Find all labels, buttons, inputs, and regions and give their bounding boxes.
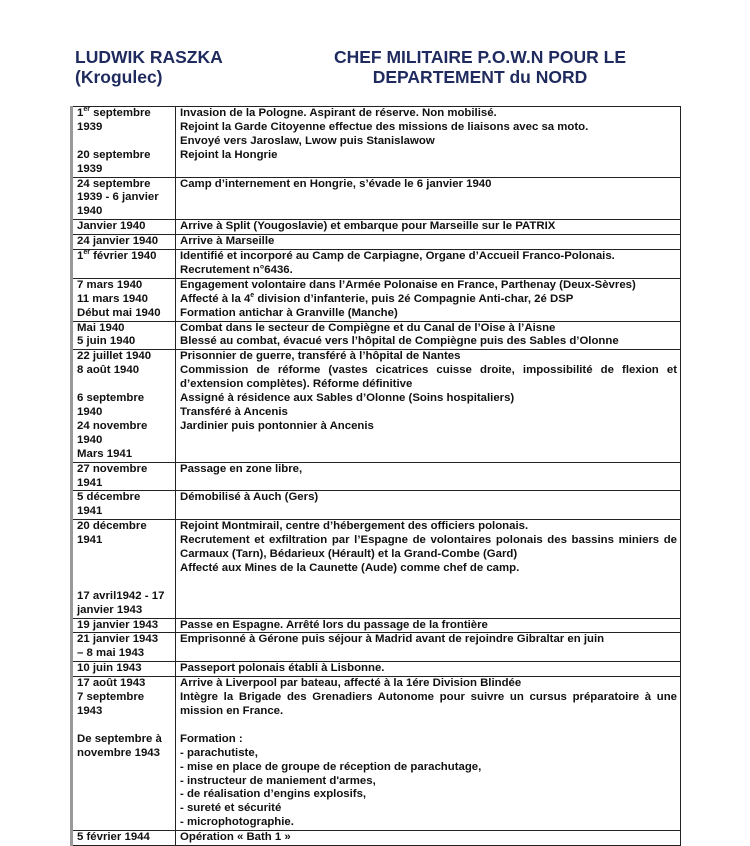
event-text: Affecté à la 4e division d’infanterie, puis 2é Compagnie Anti-char, 2é DSP — [180, 291, 574, 305]
date-cell — [72, 177, 176, 220]
event-text: Envoyé vers Jaroslaw, Lwow puis Stanislawow — [180, 134, 435, 147]
training-item: - mise en place de groupe de réception de parachutage, — [180, 760, 482, 773]
table-row — [72, 662, 681, 677]
date-text: 24 janvier 1940 — [77, 235, 159, 248]
event-text: Passe en Espagne. Arrêté lors du passage de la frontière — [180, 618, 488, 631]
date-text: 17 avril1942 - 17 — [77, 589, 165, 602]
table-row — [72, 177, 681, 220]
person-name: LUDWIK RASZKA — [75, 47, 223, 67]
date-text: 7 septembre — [77, 691, 145, 704]
date-text: 24 novembre — [77, 419, 148, 432]
date-text: 20 septembre — [77, 148, 151, 161]
description-cell — [176, 520, 681, 618]
date-text: – 8 mai 1943 — [77, 647, 145, 660]
date-text: 11 mars 1940 — [77, 292, 148, 305]
event-text: Formation antichar à Granville (Manche) — [180, 306, 398, 319]
event-text: Jardinier puis pontonnier à Ancenis — [180, 419, 374, 432]
person-name-block — [75, 47, 223, 87]
date-text: 1940 — [77, 205, 103, 218]
date-cell — [72, 618, 176, 633]
event-text: Prisonnier de guerre, transféré à l’hôpital de Nantes — [180, 350, 461, 363]
spacer — [77, 548, 172, 562]
description-cell — [176, 235, 681, 250]
event-text: Passeport polonais établi à Lisbonne. — [180, 662, 385, 675]
spacer — [77, 378, 172, 392]
date-cell — [72, 321, 176, 350]
description-cell — [176, 220, 681, 235]
date-text: 1941 — [77, 534, 103, 547]
date-cell — [72, 462, 176, 491]
description-cell — [176, 618, 681, 633]
date-text: 1er février 1940 — [77, 249, 157, 263]
event-text: Arrive à Liverpool par bateau, affecté à la 1ére Division Blindée — [180, 677, 522, 690]
date-text: Janvier 1940 — [77, 220, 146, 233]
event-text: Rejoint la Hongrie — [180, 148, 278, 161]
table-row — [72, 250, 681, 279]
date-text: 24 septembre — [77, 177, 151, 190]
date-text: 5 juin 1940 — [77, 335, 136, 348]
event-text: Rejoint la Garde Citoyenne effectue des missions de liaisons avec sa moto. — [180, 120, 589, 133]
event-text: Recrutement et exfiltration par l’Espagne de volontaires polonais des bassins miniers de Carmaux (Tarn), Bédarieux (Hérault) et la Grand-Combe (Gard) — [180, 534, 681, 561]
event-text: Transféré à Ancenis — [180, 406, 288, 419]
date-text: 20 décembre — [77, 520, 147, 533]
description-cell — [176, 633, 681, 662]
date-text: 27 novembre — [77, 462, 148, 475]
date-text: 1939 — [77, 162, 103, 175]
table-row — [72, 107, 681, 178]
table-row — [72, 235, 681, 250]
date-text: 17 août 1943 — [77, 677, 146, 690]
table-row — [72, 618, 681, 633]
date-text: 1939 - 6 janvier — [77, 191, 159, 204]
date-cell — [72, 350, 176, 462]
date-text: 1941 — [77, 505, 103, 518]
event-text: Invasion de la Pologne. Aspirant de réserve. Non mobilisé. — [180, 107, 497, 119]
document-header — [75, 47, 695, 97]
date-text: Début mai 1940 — [77, 306, 161, 319]
event-text: Opération « Bath 1 » — [180, 831, 291, 844]
date-text: 1939 — [77, 120, 103, 133]
date-text: 19 janvier 1943 — [77, 618, 159, 631]
date-cell — [72, 250, 176, 279]
table-row — [72, 831, 681, 846]
training-item: - instructeur de maniement d'armes, — [180, 774, 376, 787]
spacer — [180, 719, 677, 733]
description-cell — [176, 177, 681, 220]
event-text: Passage en zone libre, — [180, 462, 303, 475]
event-text: Emprisonné à Gérone puis séjour à Madrid avant de rejoindre Gibraltar en juin — [180, 633, 605, 646]
event-text: Commission de réforme (vastes cicatrices cuisse droite, impossibilité de flexion et d’extension complètes). Réforme définitive — [180, 364, 681, 391]
date-text: 6 septembre — [77, 392, 145, 405]
table-row — [72, 520, 681, 618]
event-text: Blessé au combat, évacué vers l’hôpital de Compiègne puis des Sables d’Olonne — [180, 335, 619, 348]
description-cell — [176, 491, 681, 520]
spacer — [77, 576, 172, 590]
date-text: 1941 — [77, 476, 103, 489]
date-cell — [72, 662, 176, 677]
spacer — [77, 719, 172, 733]
date-text: 5 février 1944 — [77, 831, 150, 844]
date-cell — [72, 520, 176, 618]
description-cell — [176, 677, 681, 831]
date-text: 8 août 1940 — [77, 364, 140, 377]
date-text: Mai 1940 — [77, 321, 125, 334]
date-text: 1940 — [77, 433, 103, 446]
table-row — [72, 350, 681, 462]
description-cell — [176, 831, 681, 846]
date-text: 1940 — [77, 406, 103, 418]
person-alias: (Krogulec) — [75, 67, 163, 87]
training-item: - parachutiste, — [180, 746, 258, 759]
spacer — [77, 135, 172, 149]
description-cell — [176, 250, 681, 279]
table-row — [72, 462, 681, 491]
date-text: 5 décembre — [77, 491, 141, 504]
date-cell — [72, 633, 176, 662]
event-text: Identifié et incorporé au Camp de Carpiagne, Organe d’Accueil Franco-Polonais. — [180, 250, 615, 263]
date-cell — [72, 278, 176, 321]
document-title-line-2: DEPARTEMENT du NORD — [372, 67, 588, 87]
event-text: Camp d’internement en Hongrie, s’évade le 6 janvier 1940 — [180, 177, 492, 190]
date-text: 21 janvier 1943 — [77, 633, 159, 646]
date-text: 1943 — [77, 704, 103, 717]
date-cell — [72, 107, 176, 178]
training-item: - de réalisation d’engins explosifs, — [180, 788, 367, 801]
table-row — [72, 677, 681, 831]
date-text: novembre 1943 — [77, 746, 160, 759]
event-text: Rejoint Montmirail, centre d’hébergement des officiers polonais. — [180, 520, 529, 533]
event-text: Intègre la Brigade des Grenadiers Autonome pour suivre un cursus préparatoire à une mission en France. — [180, 691, 681, 717]
event-text: Recrutement n°6436. — [180, 263, 293, 276]
table-row — [72, 220, 681, 235]
date-cell — [72, 235, 176, 250]
description-cell — [176, 662, 681, 677]
table-row — [72, 491, 681, 520]
description-cell — [176, 107, 681, 178]
event-text: Démobilisé à Auch (Gers) — [180, 491, 319, 504]
training-item: - sureté et sécurité — [180, 802, 282, 815]
spacer — [77, 562, 172, 576]
event-text: Engagement volontaire dans l’Armée Polonaise en France, Parthenay (Deux-Sèvres) — [180, 278, 636, 291]
date-cell — [72, 831, 176, 846]
training-item: - microphotographie. — [180, 816, 294, 829]
description-cell — [176, 350, 681, 462]
table-row — [72, 278, 681, 321]
description-cell — [176, 321, 681, 350]
timeline-table — [70, 106, 681, 846]
event-text: Arrive à Marseille — [180, 235, 275, 248]
event-text: Assigné à résidence aux Sables d’Olonne (Soins hospitaliers) — [180, 392, 515, 405]
date-text: Mars 1941 — [77, 447, 133, 460]
description-cell — [176, 462, 681, 491]
date-cell — [72, 491, 176, 520]
date-text: janvier 1943 — [77, 603, 143, 616]
document-title-line-1: CHEF MILITAIRE P.O.W.N POUR LE — [333, 47, 626, 67]
event-text: Combat dans le secteur de Compiègne et du Canal de l’Oise à l’Aisne — [180, 321, 556, 334]
date-cell — [72, 677, 176, 831]
event-text: Affecté aux Mines de la Caunette (Aude) comme chef de camp. — [180, 561, 520, 574]
description-cell — [176, 278, 681, 321]
date-text: 7 mars 1940 — [77, 278, 143, 291]
date-text: De septembre à — [77, 732, 162, 745]
event-text: Formation : — [180, 732, 243, 745]
table-row — [72, 321, 681, 350]
date-text: 10 juin 1943 — [77, 662, 142, 675]
date-text: 22 juillet 1940 — [77, 350, 152, 363]
date-cell — [72, 220, 176, 235]
date-text: 1er septembre — [77, 106, 151, 119]
document-title-block — [315, 47, 645, 87]
table-row — [72, 633, 681, 662]
event-text: Arrive à Split (Yougoslavie) et embarque pour Marseille sur le PATRIX — [180, 220, 556, 233]
